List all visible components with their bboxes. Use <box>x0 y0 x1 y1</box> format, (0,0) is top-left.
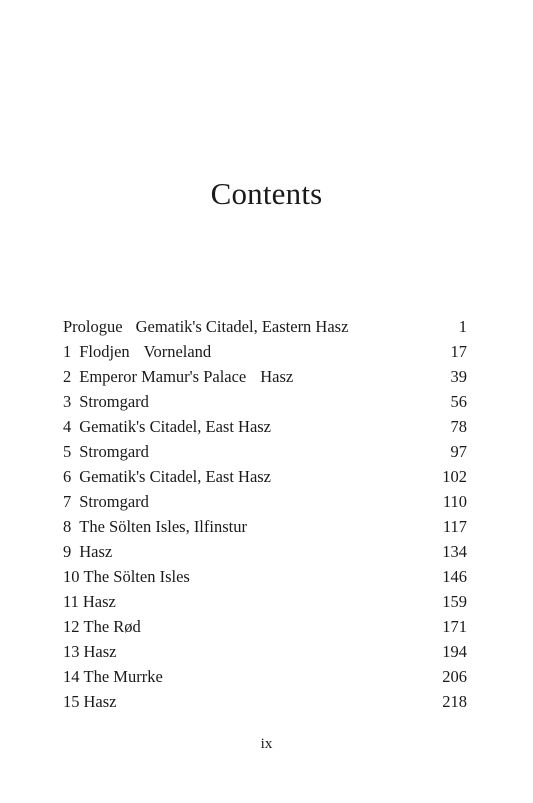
toc-entry-label <box>63 614 141 639</box>
toc-entry <box>63 664 467 689</box>
toc-entry-page: 206 <box>442 667 467 686</box>
toc-entry <box>63 439 467 464</box>
toc-entry-page: 97 <box>450 442 467 461</box>
toc-entry-page: 194 <box>442 642 467 661</box>
toc-entry-title: Hasz <box>79 542 113 561</box>
toc-entry <box>63 514 467 539</box>
toc-entry-number: 2 <box>63 367 72 386</box>
toc-entry-label <box>63 439 149 464</box>
toc-entry <box>63 364 467 389</box>
toc-entry-label <box>63 564 190 589</box>
toc-entry-page: 110 <box>442 492 467 511</box>
toc-entry <box>63 539 467 564</box>
toc-entry-label <box>63 589 116 614</box>
page-title: Contents <box>210 176 323 211</box>
toc-entry-title: Gematik's Citadel, East Hasz <box>79 417 272 436</box>
toc-entry-title: Stromgard <box>79 392 149 411</box>
toc-entry-number: Prologue <box>63 317 123 336</box>
toc-entry <box>63 414 467 439</box>
toc-entry <box>63 464 467 489</box>
toc-entry-title: Stromgard <box>79 492 149 511</box>
toc-entry-location: Hasz <box>260 367 294 386</box>
toc-entry-title: Hasz <box>82 592 116 611</box>
toc-entry-label <box>63 489 149 514</box>
toc-entry <box>63 339 467 364</box>
toc-entry-title: Hasz <box>83 642 117 661</box>
toc-entry-label <box>63 339 211 364</box>
toc-entry <box>63 689 467 714</box>
table-of-contents <box>63 314 467 714</box>
toc-entry-label <box>63 514 247 539</box>
toc-entry-label <box>63 314 348 339</box>
toc-entry-number: 10 <box>63 567 80 586</box>
toc-entry-number: 5 <box>63 442 72 461</box>
toc-entry-number: 1 <box>63 342 72 361</box>
toc-entry-title: The Rød <box>83 617 141 636</box>
toc-entry-page: 56 <box>450 392 467 411</box>
toc-entry-title: The Murrke <box>83 667 163 686</box>
toc-entry-page: 134 <box>442 542 467 561</box>
toc-entry-location: Vorneland <box>143 342 212 361</box>
toc-entry-title: Hasz <box>83 692 117 711</box>
toc-entry-label <box>63 364 293 389</box>
toc-entry-label <box>63 464 271 489</box>
toc-entry-title: Flodjen <box>79 342 130 361</box>
toc-entry-page: 218 <box>442 692 467 711</box>
toc-entry-title: The Sölten Isles <box>83 567 190 586</box>
toc-entry-number: 12 <box>63 617 80 636</box>
toc-entry-label <box>63 689 116 714</box>
toc-entry <box>63 639 467 664</box>
toc-entry-title: Gematik's Citadel, Eastern Hasz <box>135 317 349 336</box>
toc-entry-title: Stromgard <box>79 442 149 461</box>
toc-entry-page: 78 <box>450 417 467 436</box>
toc-entry-number: 4 <box>63 417 72 436</box>
toc-entry-page: 171 <box>442 617 467 636</box>
toc-entry-page: 1 <box>458 317 467 336</box>
toc-entry <box>63 314 467 339</box>
toc-entry-label <box>63 539 112 564</box>
toc-entry <box>63 564 467 589</box>
page-number: ix <box>260 736 273 752</box>
toc-entry-number: 13 <box>63 642 80 661</box>
toc-entry-number: 9 <box>63 542 72 561</box>
toc-entry-label <box>63 639 116 664</box>
toc-entry-title: The Sölten Isles, Ilfinstur <box>79 517 247 536</box>
toc-entry-number: 15 <box>63 692 80 711</box>
toc-entry-number: 14 <box>63 667 80 686</box>
toc-entry-number: 8 <box>63 517 72 536</box>
toc-entry-page: 39 <box>450 367 467 386</box>
toc-entry-label <box>63 414 271 439</box>
toc-entry-label <box>63 389 149 414</box>
toc-entry-title: Emperor Mamur's Palace <box>79 367 247 386</box>
toc-entry-number: 6 <box>63 467 72 486</box>
toc-entry <box>63 589 467 614</box>
toc-entry-number: 7 <box>63 492 72 511</box>
toc-entry-page: 102 <box>442 467 467 486</box>
toc-entry-number: 3 <box>63 392 72 411</box>
toc-entry-page: 159 <box>442 592 467 611</box>
toc-entry-title: Gematik's Citadel, East Hasz <box>79 467 272 486</box>
toc-entry-page: 146 <box>442 567 467 586</box>
toc-entry <box>63 614 467 639</box>
toc-entry <box>63 389 467 414</box>
toc-entry <box>63 489 467 514</box>
toc-entry-number: 11 <box>63 592 79 611</box>
toc-entry-page: 17 <box>450 342 467 361</box>
toc-entry-label <box>63 664 163 689</box>
toc-entry-page: 117 <box>442 517 467 536</box>
